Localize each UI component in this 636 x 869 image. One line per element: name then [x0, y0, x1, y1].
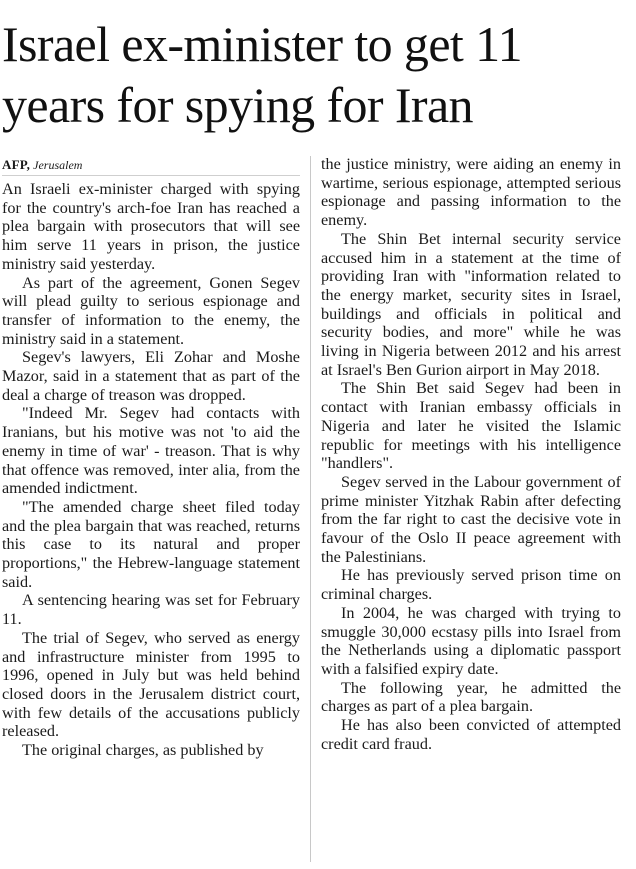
paragraph: In 2004, he was charged with trying to smuggle 30,000 ecstasy pills into Israel from the Netherlands using a diplomatic passport with a falsified expiry date.	[321, 603, 621, 678]
paragraph: The original charges, as published by	[22, 741, 264, 760]
article-headline: Israel ex-minister to get 11 years for spying for Iran	[2, 16, 523, 133]
paragraph: The trial of Segev, who served as energy and infrastructure minister from 1995 to 1996, opened in July but was held behind closed doors in the Jerusalem district court, with few details of the accusations publicly released.	[2, 628, 300, 741]
paragraph: As part of the agreement, Gonen Segev will plead guilty to serious espionage and transfer of information to the enemy, the ministry said in a statement.	[2, 273, 300, 348]
column-divider	[310, 156, 311, 862]
paragraph: The Shin Bet internal security service accused him in a statement at the time of providing Iran with "information related to the energy market, security sites in Israel, buildings and officials in political and security bodies, and more" while he was living in Nigeria between 2012 and his arrest at Israel's Ben Gurion airport in May 2018.	[321, 229, 621, 379]
paragraph: He has also been convicted of attempted credit card fraud.	[321, 716, 621, 753]
paragraph: A sentencing hearing was set for February 11.	[2, 591, 300, 629]
paragraph-lead: An Israeli ex-minister charged with spying for the country's arch-foe Iran has reached a plea bargain with prosecutors that will see him serve 11 years in prison, the justice ministry said yesterday.	[2, 180, 300, 273]
paragraph: The Shin Bet said Segev had been in contact with Iranian embassy officials in Nigeria and later he visited the Islamic republic for meetings with his intelligence "handlers".	[321, 379, 621, 473]
paragraph: Segev's lawyers, Eli Zohar and Moshe Mazor, said in a statement that as part of the deal a charge of treason was dropped.	[2, 348, 300, 404]
paragraph: The following year, he admitted the charges as part of a plea bargain.	[321, 678, 621, 716]
paragraph: "The amended charge sheet filed today and the plea bargain that was reached, returns this case to its natural and proper proportions," the Hebrew-language statement said.	[2, 497, 300, 591]
article-byline	[2, 155, 300, 176]
paragraph: He has previously served prison time on criminal charges.	[321, 566, 621, 604]
paragraph: "Indeed Mr. Segev had contacts with Iranians, but his motive was not 'to aid the enemy in time of war' - treason. That is why that offence was removed, inter alia, from the amended indictment.	[2, 404, 300, 498]
article-column-right	[321, 155, 621, 754]
byline-agency: AFP,	[2, 157, 31, 172]
paragraph-continued: the justice ministry, were aiding an enemy in wartime, serious espionage, attempted serious espionage and passing information to the enemy.	[321, 155, 621, 230]
paragraph: Segev served in the Labour government of prime minister Yitzhak Rabin after defecting from the far right to cast the decisive vote in favour of the Oslo II peace agreement with the Palestinians.	[321, 472, 621, 566]
byline-dateline: Jerusalem	[33, 158, 83, 172]
article-column-left	[2, 155, 300, 760]
